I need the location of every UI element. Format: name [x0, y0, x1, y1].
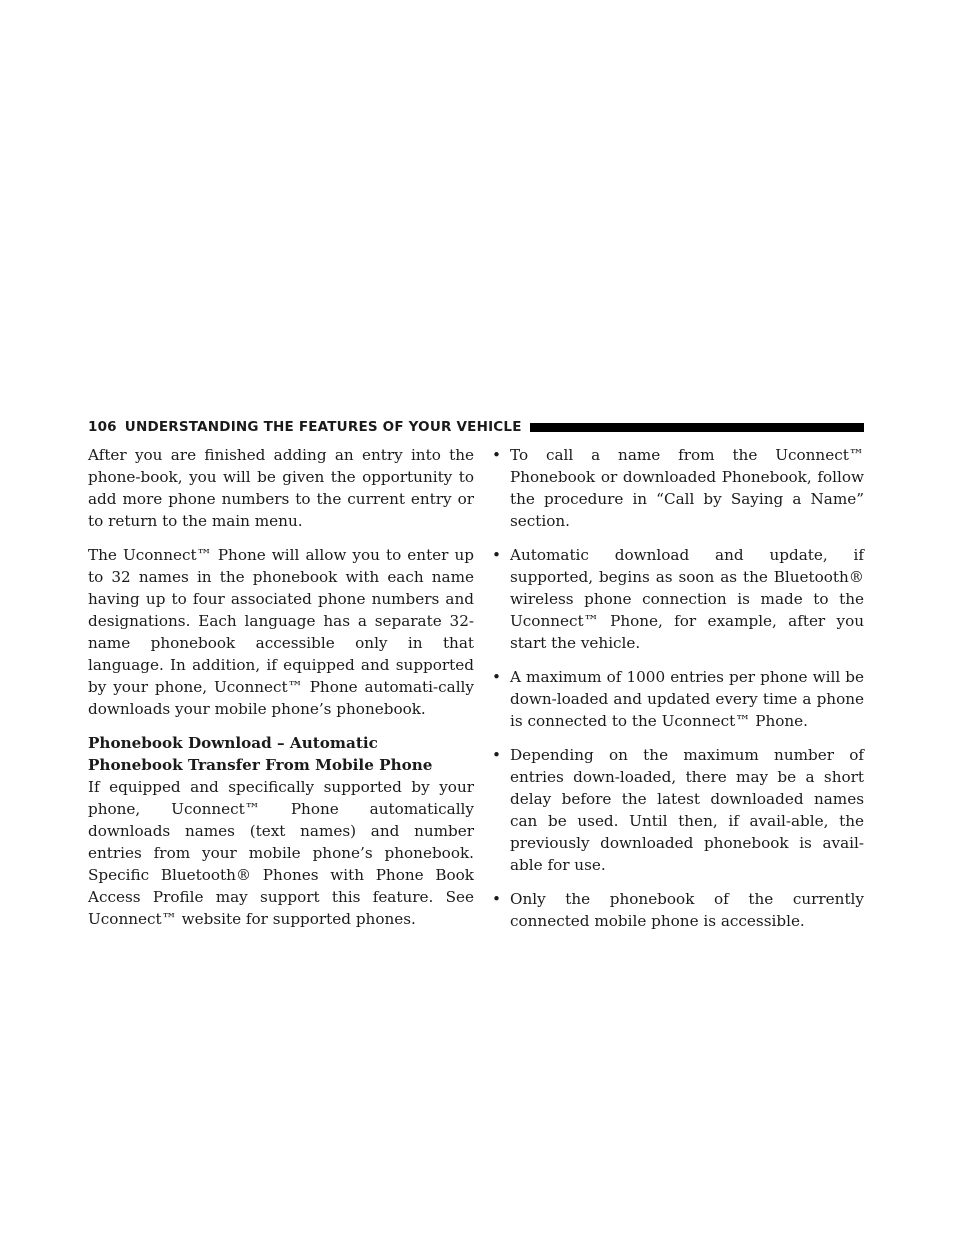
bullet-icon: •	[492, 446, 501, 464]
list-item	[492, 744, 864, 876]
header-rule	[530, 423, 864, 432]
paragraph-download-description: If equipped and specifically supported by your phone, Uconnect™ Phone automatically downloads names (text names) and number entries from your mobile phone’s phonebook. Specific Bluetooth® Phones with Phone Book Access Profile may support this feature. See Uconnect™ website for supported phones.	[88, 778, 474, 928]
bullet-icon: •	[492, 668, 501, 686]
list-item-text: Only the phonebook of the currently connected mobile phone is accessible.	[510, 890, 864, 930]
list-item	[492, 444, 864, 532]
page-header	[88, 416, 864, 438]
right-column	[492, 444, 864, 944]
left-column	[88, 444, 474, 942]
bullet-icon: •	[492, 546, 501, 564]
list-item-text: A maximum of 1000 entries per phone will be down-loaded and updated every time a phone is connected to the Uconnect™ Phone.	[510, 668, 864, 730]
paragraph-phonebook-capacity: The Uconnect™ Phone will allow you to enter up to 32 names in the phonebook with each name having up to four associated phone numbers and designations. Each language has a separate 32-name phonebook accessible only in that language. In addition, if equipped and supported by your phone, Uconnect™ Phone automati-cally downloads your mobile phone’s phonebook.	[88, 546, 474, 718]
list-item	[492, 888, 864, 932]
list-item	[492, 544, 864, 654]
section-heading: Phonebook Download – Automatic Phonebook Transfer From Mobile Phone	[88, 734, 433, 774]
bullet-icon: •	[492, 746, 501, 764]
bullet-icon: •	[492, 890, 501, 908]
list-item-text: To call a name from the Uconnect™ Phonebook or downloaded Phonebook, follow the procedure in “Call by Saying a Name” section.	[510, 446, 864, 530]
list-item-text: Depending on the maximum number of entries down-loaded, there may be a short delay before the latest downloaded names can be used. Until then, if avail-able, the previously downloaded phonebook is avail-able for use.	[510, 746, 864, 874]
page-number: 106	[88, 419, 117, 435]
paragraph-adding-entry: After you are finished adding an entry into the phone-book, you will be given the opportunity to add more phone numbers to the current entry or to return to the main menu.	[88, 446, 474, 530]
list-item-text: Automatic download and update, if supported, begins as soon as the Bluetooth® wireless phone connection is made to the Uconnect™ Phone, for example, after you start the vehicle.	[510, 546, 864, 652]
list-item	[492, 666, 864, 732]
section-title: UNDERSTANDING THE FEATURES OF YOUR VEHICLE	[124, 419, 522, 435]
